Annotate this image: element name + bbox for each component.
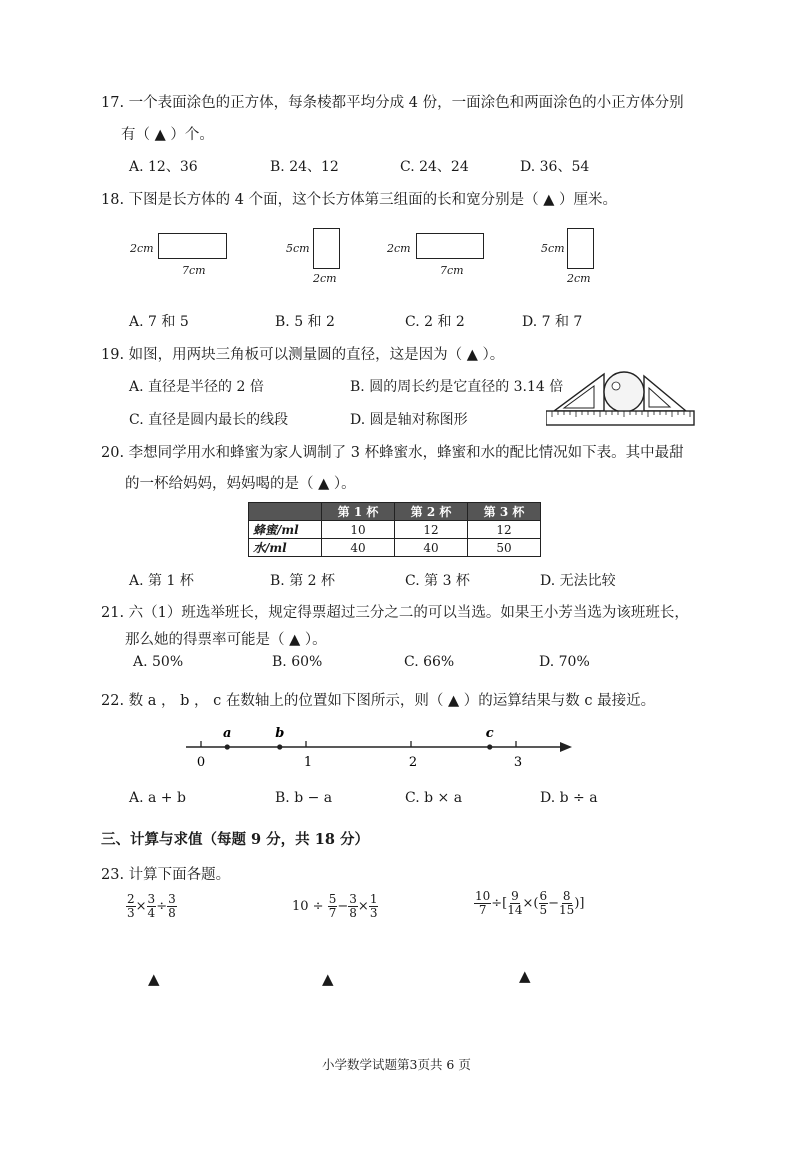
face-4-rect [567, 228, 594, 269]
operator: − [337, 899, 349, 914]
number-line-point-label: c [485, 726, 494, 741]
table-row [249, 539, 541, 557]
q17-option-d: D. 36、54 [520, 159, 590, 175]
table-cell: 12 [468, 521, 541, 539]
q19-option-a: A. 直径是半径的 2 倍 [129, 379, 264, 395]
fraction: $\frac{6}{5}$ [539, 889, 548, 917]
table-header-cell [249, 503, 322, 521]
answer-mark-2: ▲ [322, 970, 334, 988]
number-line-tick-label: 0 [196, 755, 206, 770]
fraction: $\frac{3}{8}$ [168, 892, 176, 920]
fraction: $\frac{5}{7}$ [328, 892, 337, 920]
answer-mark-3: ▲ [519, 967, 531, 985]
face-1-rect [158, 233, 227, 259]
answer-mark-1: ▲ [148, 970, 160, 988]
table-cell: 50 [468, 539, 541, 557]
fraction: $\frac{2}{3}$ [127, 892, 135, 920]
q20-option-c: C. 第 3 杯 [405, 573, 470, 589]
table-cell: 10 [322, 521, 395, 539]
q23-expression-3 [474, 890, 584, 917]
table-header-cell: 第 1 杯 [322, 503, 395, 521]
operator: )] [574, 896, 585, 911]
page-footer: 小学数学试题第3页共 6 页 [322, 1057, 471, 1072]
table-cell: 40 [322, 539, 395, 557]
q20-line2: 的一杯给妈妈，妈妈喝的是（ ▲ ）。 [125, 476, 356, 492]
face-3-side-label: 2cm [387, 242, 411, 255]
table-header-cell: 第 2 杯 [395, 503, 468, 521]
q17-line2: 有（ ▲ ）个。 [121, 127, 214, 143]
number-line-tick-label: 3 [513, 755, 523, 770]
operator: × [135, 899, 147, 914]
q19-option-b: B. 圆的周长约是它直径的 3.14 倍 [350, 379, 564, 395]
q18-option-a: A. 7 和 5 [129, 314, 189, 330]
number-line-tick-label: 1 [303, 755, 313, 770]
q17-option-c: C. 24、24 [400, 159, 469, 175]
table-cell: 12 [395, 521, 468, 539]
fraction: $\frac{8}{15}$ [559, 889, 575, 917]
q20-option-b: B. 第 2 杯 [270, 573, 335, 589]
operator: − [548, 896, 560, 911]
q17-option-a: A. 12、36 [129, 159, 198, 175]
operator: ÷[ [491, 896, 508, 911]
face-4-bottom-label: 2cm [567, 272, 591, 285]
expression-prefix: 10 ÷ [292, 899, 324, 914]
operator: ÷ [156, 899, 168, 914]
q22-text: 22. 数 a ， b ， c 在数轴上的位置如下图所示，则（ ▲ ）的运算结果与数 c 最接近。 [101, 693, 656, 709]
number-line-point-label: a [223, 726, 232, 741]
q21-option-b: B. 60% [272, 654, 323, 670]
q19-option-c: C. 直径是圆内最长的线段 [129, 412, 289, 428]
table-cell: 40 [395, 539, 468, 557]
table-row [249, 521, 541, 539]
number-line-point [225, 744, 230, 749]
face-3-bottom-label: 7cm [440, 264, 464, 277]
q18-option-c: C. 2 和 2 [405, 314, 465, 330]
fraction: $\frac{1}{3}$ [369, 892, 378, 920]
q22-option-a: A. a + b [129, 790, 186, 806]
q22-option-c: C. b × a [405, 790, 463, 806]
q23-expression-2 [292, 893, 378, 920]
q19-option-d: D. 圆是轴对称图形 [350, 412, 468, 428]
table-row-header: 蜂蜜/ml [249, 521, 322, 539]
number-line [180, 722, 580, 772]
number-line-point [487, 744, 492, 749]
q21-option-c: C. 66% [404, 654, 455, 670]
fraction: $\frac{9}{14}$ [507, 889, 523, 917]
face-1-side-label: 2cm [130, 242, 154, 255]
triangle-rulers-circle-figure [546, 368, 696, 428]
table-row-header: 水/ml [249, 539, 322, 557]
face-4-side-label: 5cm [541, 242, 565, 255]
q22-option-d: D. b ÷ a [540, 790, 598, 806]
number-line-point-label: b [275, 726, 285, 741]
q19-text: 19. 如图，用两块三角板可以测量圆的直径，这是因为（ ▲ ）。 [101, 347, 505, 363]
q20-line1: 20. 李想同学用水和蜂蜜为家人调制了 3 杯蜂蜜水，蜂蜜和水的配比情况如下表。其中最甜 [101, 445, 684, 461]
table-header-cell: 第 3 杯 [468, 503, 541, 521]
number-line-tick-label: 2 [408, 755, 418, 770]
operator: × [357, 899, 369, 914]
q23-text: 23. 计算下面各题。 [101, 867, 231, 883]
q22-option-b: B. b − a [275, 790, 333, 806]
q21-option-d: D. 70% [539, 654, 590, 670]
q20-option-a: A. 第 1 杯 [129, 573, 194, 589]
q23-expression-1 [126, 893, 177, 920]
q17-option-b: B. 24、12 [270, 159, 339, 175]
face-2-rect [313, 228, 340, 269]
face-2-bottom-label: 2cm [313, 272, 337, 285]
table-header-row [249, 503, 541, 521]
number-line-point [277, 744, 282, 749]
q17-line1: 17. 一个表面涂色的正方体，每条棱都平均分成 4 份，一面涂色和两面涂色的小正方体分别 [101, 95, 684, 111]
face-3-rect [416, 233, 484, 259]
q18-option-d: D. 7 和 7 [522, 314, 583, 330]
q20-option-d: D. 无法比较 [540, 573, 616, 589]
fraction: $\frac{3}{8}$ [349, 892, 357, 920]
face-2-side-label: 5cm [286, 242, 310, 255]
q21-option-a: A. 50% [133, 654, 184, 670]
section-3-title: 三、计算与求值（每题 9 分，共 18 分） [101, 831, 369, 848]
number-line-arrow-icon [560, 742, 572, 752]
face-1-bottom-label: 7cm [182, 264, 206, 277]
q21-line2: 那么她的得票率可能是（ ▲ ）。 [125, 632, 327, 648]
fraction: $\frac{10}{7}$ [475, 889, 491, 917]
q21-line1: 21. 六（1）班选举班长，规定得票超过三分之二的可以当选。如果王小芳当选为该班班长， [101, 605, 689, 621]
fraction: $\frac{3}{4}$ [147, 892, 156, 920]
q18-text: 18. 下图是长方体的 4 个面，这个长方体第三组面的长和宽分别是（ ▲ ）厘米。 [101, 192, 617, 208]
q18-option-b: B. 5 和 2 [275, 314, 335, 330]
operator: ×( [522, 896, 539, 911]
honey-water-table [248, 502, 541, 557]
